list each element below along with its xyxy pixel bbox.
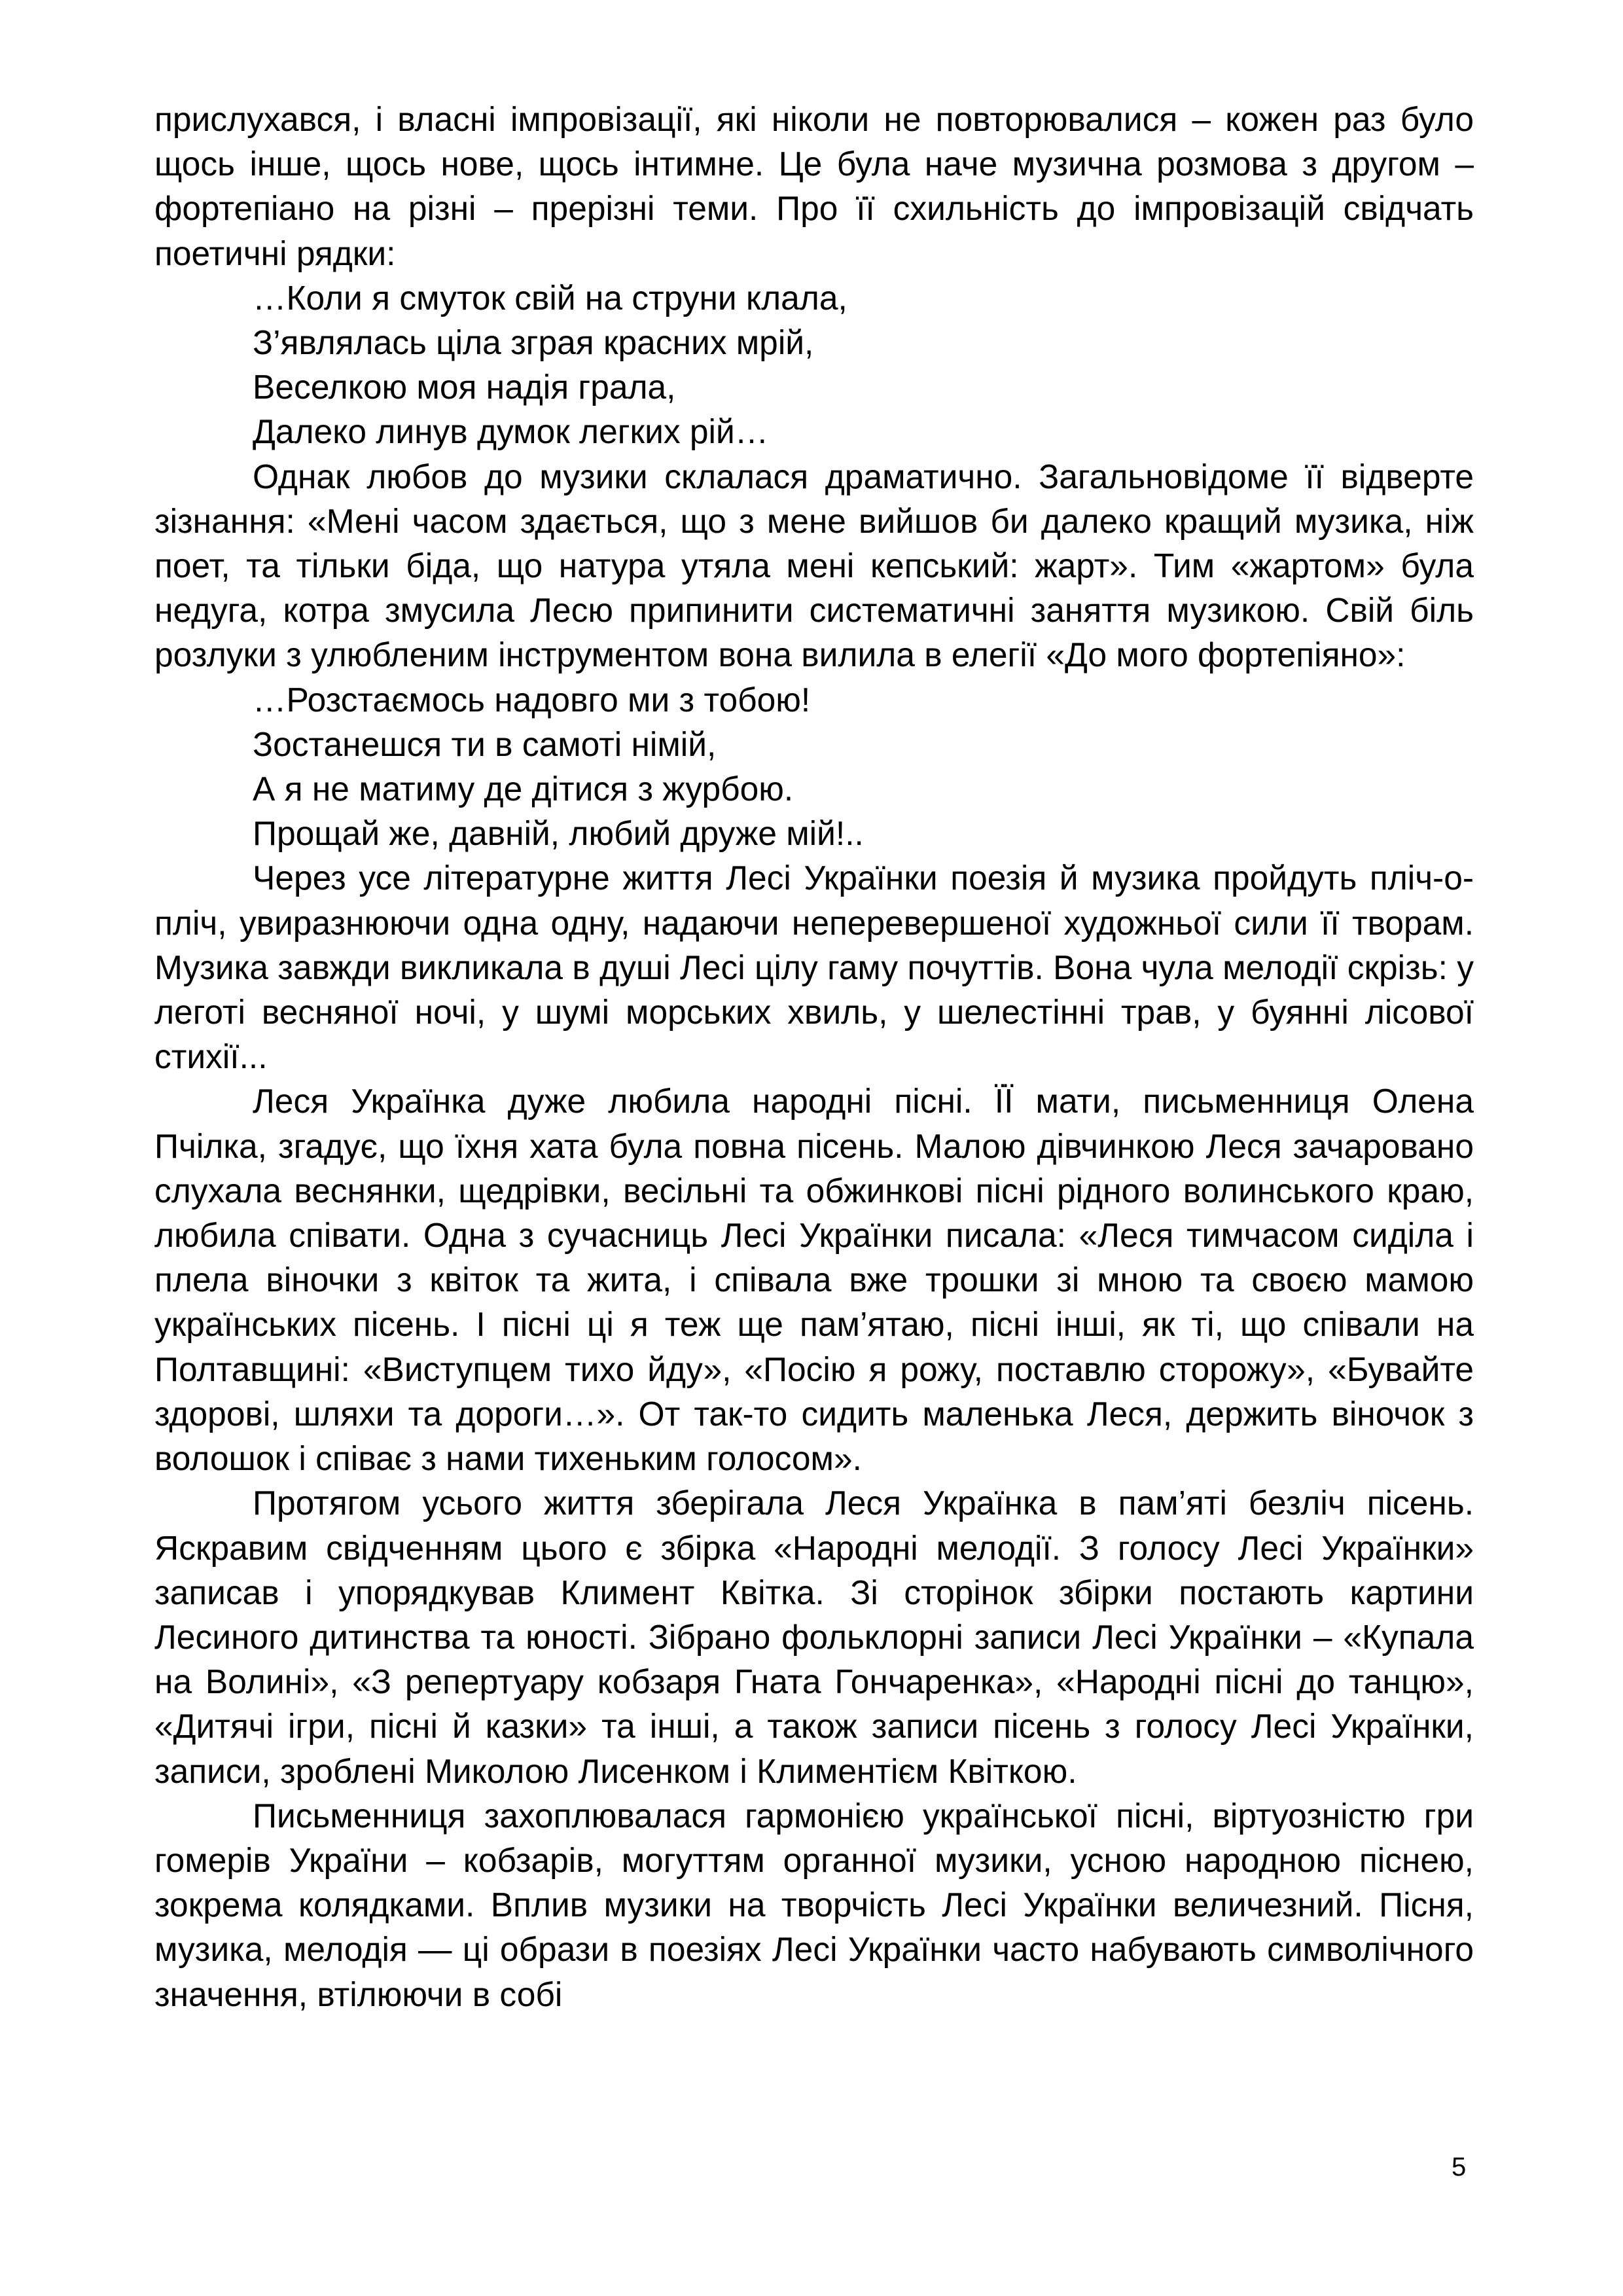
document-body bbox=[154, 97, 1474, 2017]
paragraph-1: прислухався, і власні імпровізації, які ніколи не повторювалися – кожен раз було щось інше, щось нове, щось інтимне. Це була наче музична розмова з другом – фортепіано на різні – прерізні теми. Про її схильність до імпровізацій свідчать поетичні рядки: bbox=[154, 100, 1474, 272]
verse-2-line: А я не матиму де дітися з журбою. bbox=[253, 770, 794, 808]
verse-2-line: Прощай же, давній, любий друже мій!.. bbox=[253, 814, 864, 853]
verse-1-line: …Коли я смуток свій на струни клала, bbox=[253, 278, 847, 317]
verse-1-line: Веселкою моя надія грала, bbox=[253, 368, 676, 406]
paragraph-3: Через усе літературне життя Лесі Українки поезія й музика пройдуть пліч-о-пліч, увиразнюючи одна одну, надаючи неперевершеної художньої сили її творам. Музика завжди викликала в душі Лесі цілу гаму почуттів. Вона чула мелодії скрізь: у леготі весняної ночі, у шумі морських хвиль, у шелестінні трав, у буянні лісової стихії... bbox=[154, 859, 1474, 1076]
verse-2-line: …Розстаємось надовго ми з тобою! bbox=[253, 680, 811, 719]
verse-2 bbox=[154, 677, 1474, 856]
paragraph-5: Протягом усього життя зберігала Леся Українка в пам’яті безліч пісень. Яскравим свідченням цього є збірка «Народні мелодії. З голосу Лесі Українки» записав і упорядкував Климент Квітка. Зі сторінок збірки постають картини Лесиного дитинства та юності. Зібрано фольклорні записи Лесі Українки – «Купала на Волині», «З репертуару кобзаря Гната Гончаренка», «Народні пісні до танцю», «Дитячі ігри, пісні й казки» та інші, а також записи пісень з голосу Лесі Українки, записи, зроблені Миколою Лисенком і Климентієм Квіткою. bbox=[154, 1484, 1474, 1790]
paragraph-2: Однак любов до музики склалася драматично. Загальновідоме її відверте зізнання: «Мені часом здається, що з мене вийшов би далеко кращий музика, ніж поет, та тільки біда, що натура утяла мені кепський: жарт». Тим «жартом» була недуга, котра змусила Лесю припинити систематичні заняття музикою. Свій біль розлуки з улюбленим інструментом вона вилила в елегії «До мого фортепіяно»: bbox=[154, 457, 1474, 674]
paragraph-4: Леся Українка дуже любила народні пісні. ЇЇ мати, письменниця Олена Пчілка, згадує, що їхня хата була повна пісень. Малою дівчинкою Леся зачаровано слухала веснянки, щедрівки, весільні та обжинкові пісні рідного волинського краю, любила співати. Одна з сучасниць Лесі Українки писала: «Леся тимчасом сиділа і плела віночки з квіток та жита, і співала вже трошки зі мною та своєю мамою українських пісень. І пісні ці я теж ще пам’ятаю, пісні інші, як ті, що співали на Полтавщині: «Виступцем тихо йду», «Посію я рожу, поставлю сторожу», «Бувайте здорові, шляхи та дороги…». От так-то сидить маленька Леся, держить віночок з волошок і співає з нами тихеньким голосом». bbox=[154, 1082, 1474, 1478]
verse-2-line: Зостанешся ти в самоті німій, bbox=[253, 725, 717, 763]
page-number: 5 bbox=[1452, 2153, 1467, 2181]
verse-1-line: Далеко линув думок легких рій… bbox=[253, 412, 769, 451]
paragraph-6: Письменниця захоплювалася гармонією української пісні, віртуозністю гри гомерів України – кобзарів, могуттям органної музики, усною народною піснею, зокрема колядками. Вплив музики на творчість Лесі Українки величезний. Пісня, музика, мелодія — ці образи в поезіях Лесі Українки часто набувають символічного значення, втілюючи в собі bbox=[154, 1796, 1474, 2013]
verse-1 bbox=[154, 276, 1474, 454]
verse-1-line: З’являлась ціла зграя красних мрій, bbox=[253, 323, 814, 362]
